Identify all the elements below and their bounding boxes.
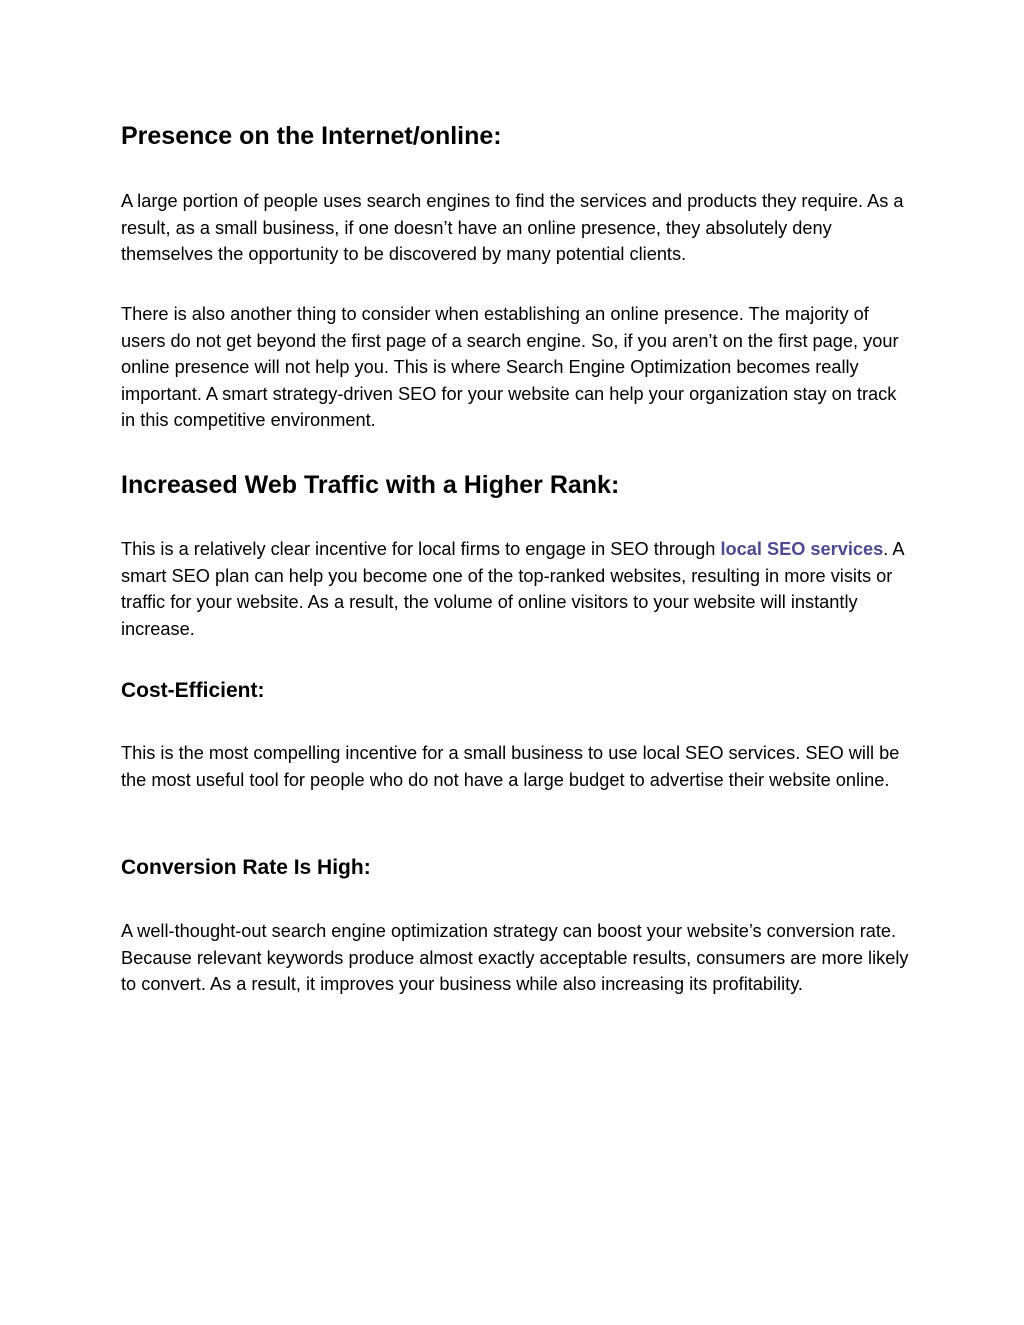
heading-increased-web-traffic: Increased Web Traffic with a Higher Rank:: [121, 471, 620, 499]
local-seo-services-link[interactable]: local SEO services: [720, 539, 884, 559]
paragraph-web-traffic-text-before: This is a relatively clear incentive for local firms to engage in SEO through: [121, 539, 721, 559]
paragraph-presence-2: There is also another thing to consider when establishing an online presence. The majority of users do not get beyond the first page of a search engine. So, if you aren’t on the first page, your online presence will not help you. This is where Search Engine Optimization becomes really important. A smart strategy-driven SEO for your website can help your organization stay on track in this competitive environment.: [121, 304, 899, 431]
paragraph-cost-efficient: This is the most compelling incentive for a small business to use local SEO services. SEO will be the most useful tool for people who do not have a large budget to advertise their website online.: [121, 743, 900, 790]
paragraph-web-traffic: [121, 536, 911, 642]
paragraph-conversion-rate: A well-thought-out search engine optimization strategy can boost your website’s conversion rate. Because relevant keywords produce almost exactly acceptable results, consumers are more likely to convert. As a result, it improves your business while also increasing its profitability.: [121, 921, 909, 995]
heading-cost-efficient: Cost-Efficient:: [121, 679, 265, 702]
heading-presence-online: Presence on the Internet/online:: [121, 122, 502, 150]
heading-conversion-rate: Conversion Rate Is High:: [121, 856, 371, 879]
paragraph-presence-1: A large portion of people uses search engines to find the services and products they require. As a result, as a small business, if one doesn’t have an online presence, they absolutely deny themselves the opportunity to be discovered by many potential clients.: [121, 191, 904, 265]
paragraph-web-traffic-text-after: . A smart SEO plan can help you become one of the top-ranked websites, resulting in more visits or traffic for your website. As a result, the volume of online visitors to your website will instantly increase.: [121, 539, 904, 639]
